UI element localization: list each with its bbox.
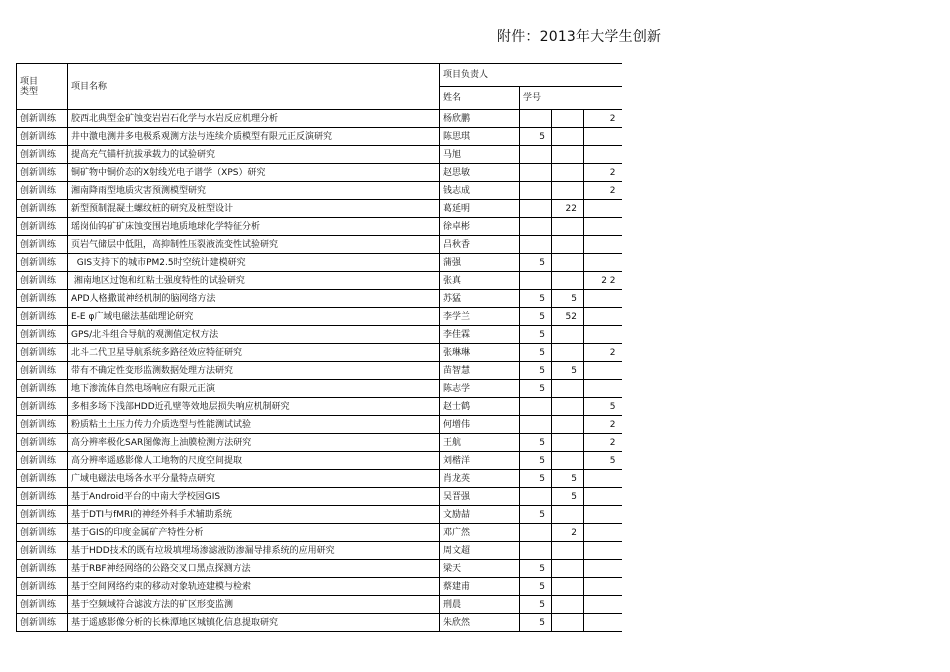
project-type-cell: 创新训练 <box>17 560 68 578</box>
leader-name-cell: 赵思敏 <box>440 164 520 182</box>
project-type-cell: 创新训练 <box>17 506 68 524</box>
project-type-cell: 创新训练 <box>17 488 68 506</box>
header-leader-label: 项目负责人 <box>443 70 489 80</box>
leader-name-cell: 蒲强 <box>440 254 520 272</box>
table-row <box>17 236 622 254</box>
project-name-cell: 北斗二代卫星导航系统多路径效应特征研究 <box>68 344 440 362</box>
table-row <box>17 380 622 398</box>
student-id-cell: 2 <box>584 110 622 128</box>
student-id-cell: 2 <box>584 164 622 182</box>
student-id-cell <box>552 380 584 398</box>
table-row <box>17 110 622 128</box>
table-row <box>17 272 622 290</box>
table-row <box>17 470 622 488</box>
student-id-cell <box>552 326 584 344</box>
header-leader <box>440 64 622 87</box>
leader-name-cell: 李学兰 <box>440 308 520 326</box>
student-id-cell: 5 <box>552 362 584 380</box>
leader-name-cell: 李佳霖 <box>440 326 520 344</box>
student-id-cell <box>584 146 622 164</box>
project-name-cell: 湘南地区过饱和红粘土强度特性的试验研究 <box>68 272 440 290</box>
project-type-cell: 创新训练 <box>17 254 68 272</box>
student-id-cell <box>584 470 622 488</box>
student-id-cell <box>552 506 584 524</box>
table-row <box>17 488 622 506</box>
student-id-cell: 5 <box>520 470 552 488</box>
project-name-cell: 基于Android平台的中南大学校园GIS <box>68 488 440 506</box>
project-type-cell: 创新训练 <box>17 164 68 182</box>
header-type <box>17 64 68 110</box>
project-type-cell: 创新训练 <box>17 596 68 614</box>
leader-name-cell: 葛延明 <box>440 200 520 218</box>
project-type-cell: 创新训练 <box>17 218 68 236</box>
student-id-cell: 5 <box>584 452 622 470</box>
project-name-cell: 基于DTI与fMRI的神经外科手术辅助系统 <box>68 506 440 524</box>
project-name-cell: 基于RBF神经网络的公路交叉口黑点探测方法 <box>68 560 440 578</box>
leader-name-cell: 朱欣然 <box>440 614 520 632</box>
project-table <box>16 63 622 632</box>
project-type-cell: 创新训练 <box>17 452 68 470</box>
project-type-cell: 创新训练 <box>17 614 68 632</box>
table-row <box>17 344 622 362</box>
leader-name-cell: 陈思琪 <box>440 128 520 146</box>
project-name-cell: GPS/北斗组合导航的观测值定权方法 <box>68 326 440 344</box>
table-row <box>17 128 622 146</box>
student-id-cell: 2 <box>552 524 584 542</box>
leader-name-cell: 梁天 <box>440 560 520 578</box>
student-id-cell <box>584 506 622 524</box>
project-type-cell: 创新训练 <box>17 398 68 416</box>
student-id-cell <box>552 542 584 560</box>
student-id-cell <box>552 218 584 236</box>
student-id-cell: 5 <box>520 380 552 398</box>
leader-name-cell: 刑晨 <box>440 596 520 614</box>
student-id-cell <box>552 128 584 146</box>
student-id-cell <box>520 488 552 506</box>
student-id-cell <box>584 218 622 236</box>
table-row <box>17 524 622 542</box>
student-id-cell <box>552 578 584 596</box>
project-name-cell: E-E φ广域电磁法基础理论研究 <box>68 308 440 326</box>
student-id-cell <box>552 254 584 272</box>
project-type-cell: 创新训练 <box>17 434 68 452</box>
project-type-cell: 创新训练 <box>17 578 68 596</box>
student-id-cell <box>584 200 622 218</box>
table-row <box>17 416 622 434</box>
table-row <box>17 254 622 272</box>
table-row <box>17 398 622 416</box>
project-name-cell: 基于空间网络约束的移动对象轨迹建模与检索 <box>68 578 440 596</box>
student-id-cell <box>552 236 584 254</box>
student-id-cell: 2 <box>584 344 622 362</box>
table-row <box>17 218 622 236</box>
project-name-cell: 高分辨率遥感影像人工地物的尺度空间提取 <box>68 452 440 470</box>
student-id-cell: 5 <box>520 614 552 632</box>
student-id-cell <box>520 236 552 254</box>
student-id-cell <box>584 308 622 326</box>
leader-name-cell: 陈志学 <box>440 380 520 398</box>
student-id-cell: 5 <box>520 308 552 326</box>
student-id-cell: 5 <box>552 470 584 488</box>
leader-name-cell: 肖龙英 <box>440 470 520 488</box>
student-id-cell <box>552 272 584 290</box>
leader-name-cell: 何增伟 <box>440 416 520 434</box>
table-row <box>17 308 622 326</box>
leader-name-cell: 周文超 <box>440 542 520 560</box>
leader-name-cell: 苏猛 <box>440 290 520 308</box>
student-id-cell <box>584 362 622 380</box>
leader-name-cell: 杨欣鹏 <box>440 110 520 128</box>
table-row <box>17 578 622 596</box>
table-row <box>17 164 622 182</box>
student-id-cell: 52 <box>552 308 584 326</box>
student-id-cell: 2 2 <box>584 272 622 290</box>
student-id-cell <box>520 182 552 200</box>
student-id-cell <box>552 560 584 578</box>
student-id-cell <box>584 326 622 344</box>
project-type-cell: 创新训练 <box>17 200 68 218</box>
project-name-cell: 地下渗流体自然电场响应有限元正演 <box>68 380 440 398</box>
student-id-cell: 5 <box>520 596 552 614</box>
leader-name-cell: 赵士鹤 <box>440 398 520 416</box>
project-name-cell: GIS支持下的城市PM2.5时空统计建模研究 <box>68 254 440 272</box>
project-type-cell: 创新训练 <box>17 182 68 200</box>
project-name-cell: 井中激电测井多电极系观测方法与连续介质模型有限元正反演研究 <box>68 128 440 146</box>
project-name-cell: 高分辨率极化SAR图像海上油膜检测方法研究 <box>68 434 440 452</box>
student-id-cell <box>552 164 584 182</box>
leader-name-cell: 钱志成 <box>440 182 520 200</box>
student-id-cell <box>520 110 552 128</box>
student-id-cell: 5 <box>520 128 552 146</box>
table-row <box>17 290 622 308</box>
student-id-cell: 5 <box>520 344 552 362</box>
header-name-label: 项目名称 <box>71 81 108 92</box>
leader-name-cell: 文励喆 <box>440 506 520 524</box>
student-id-cell <box>520 398 552 416</box>
table-row <box>17 362 622 380</box>
student-id-cell <box>584 560 622 578</box>
student-id-cell: 2 <box>584 434 622 452</box>
project-type-cell: 创新训练 <box>17 362 68 380</box>
student-id-cell <box>584 542 622 560</box>
project-name-cell: 新型预制混凝土螺纹桩的研究及桩型设计 <box>68 200 440 218</box>
table-body <box>17 64 622 632</box>
project-name-cell: 铜矿物中铜价态的X射线光电子谱学（XPS）研究 <box>68 164 440 182</box>
project-type-cell: 创新训练 <box>17 416 68 434</box>
table-row <box>17 506 622 524</box>
project-name-cell: 胶西北典型金矿蚀变岩岩石化学与水岩反应机理分析 <box>68 110 440 128</box>
header-row <box>17 64 622 87</box>
project-name-cell: 带有不确定性变形监测数据处理方法研究 <box>68 362 440 380</box>
leader-name-cell: 张真 <box>440 272 520 290</box>
leader-name-cell: 马旭 <box>440 146 520 164</box>
table-row <box>17 542 622 560</box>
leader-name-cell: 蔡建甫 <box>440 578 520 596</box>
student-id-cell: 5 <box>520 290 552 308</box>
project-type-cell: 创新训练 <box>17 326 68 344</box>
student-id-cell: 5 <box>520 326 552 344</box>
project-name-cell: 基于GIS的印度金属矿产特性分析 <box>68 524 440 542</box>
student-id-cell: 5 <box>520 254 552 272</box>
student-id-cell <box>584 290 622 308</box>
project-type-cell: 创新训练 <box>17 236 68 254</box>
header-leader-name-label: 姓名 <box>443 93 462 103</box>
project-name-cell: 多相多场下浅部HDD近孔壁等效地层损失响应机制研究 <box>68 398 440 416</box>
leader-name-cell: 吴晋强 <box>440 488 520 506</box>
student-id-cell <box>552 182 584 200</box>
student-id-cell <box>584 578 622 596</box>
table-row <box>17 182 622 200</box>
student-id-cell: 22 <box>552 200 584 218</box>
table-row <box>17 434 622 452</box>
table-row <box>17 146 622 164</box>
student-id-cell: 2 <box>584 182 622 200</box>
project-name-cell: 提高充气锚杆抗拔承载力的试验研究 <box>68 146 440 164</box>
table-row <box>17 596 622 614</box>
project-name-cell: 瑶岗仙钨矿矿床蚀变围岩地质地球化学特征分析 <box>68 218 440 236</box>
student-id-cell <box>584 596 622 614</box>
student-id-cell <box>584 128 622 146</box>
student-id-cell <box>584 380 622 398</box>
leader-name-cell: 吕秋香 <box>440 236 520 254</box>
student-id-cell: 5 <box>584 398 622 416</box>
project-type-cell: 创新训练 <box>17 272 68 290</box>
student-id-cell: 5 <box>520 362 552 380</box>
student-id-cell: 5 <box>520 506 552 524</box>
student-id-cell <box>552 434 584 452</box>
student-id-cell <box>520 218 552 236</box>
project-name-cell: 广域电磁法电场各水平分量特点研究 <box>68 470 440 488</box>
project-name-cell: 基于遥感影像分析的长株潭地区城镇化信息提取研究 <box>68 614 440 632</box>
student-id-cell <box>520 524 552 542</box>
table-row <box>17 326 622 344</box>
project-type-cell: 创新训练 <box>17 524 68 542</box>
header-name <box>68 64 440 110</box>
student-id-cell <box>520 416 552 434</box>
project-name-cell: 基于HDD技术的既有垃圾填埋场渗滤液防渗漏导排系统的应用研究 <box>68 542 440 560</box>
leader-name-cell: 王航 <box>440 434 520 452</box>
project-type-cell: 创新训练 <box>17 146 68 164</box>
student-id-cell <box>552 416 584 434</box>
project-type-cell: 创新训练 <box>17 110 68 128</box>
table-row <box>17 200 622 218</box>
header-student-id <box>520 87 622 110</box>
project-type-cell: 创新训练 <box>17 470 68 488</box>
student-id-cell <box>520 164 552 182</box>
student-id-cell: 5 <box>520 560 552 578</box>
project-type-cell: 创新训练 <box>17 542 68 560</box>
leader-name-cell: 徐卓彬 <box>440 218 520 236</box>
leader-name-cell: 邓广然 <box>440 524 520 542</box>
table-row <box>17 614 622 632</box>
student-id-cell <box>552 146 584 164</box>
project-name-cell: 湘南降雨型地质灾害预测模型研究 <box>68 182 440 200</box>
student-id-cell <box>520 200 552 218</box>
student-id-cell <box>552 398 584 416</box>
student-id-cell <box>584 254 622 272</box>
student-id-cell <box>584 614 622 632</box>
leader-name-cell: 刘楷洋 <box>440 452 520 470</box>
project-type-cell: 创新训练 <box>17 290 68 308</box>
student-id-cell <box>520 146 552 164</box>
table-row <box>17 452 622 470</box>
leader-name-cell: 张琳琳 <box>440 344 520 362</box>
project-name-cell: 页岩气储层中低阻，高抑制性压裂液流变性试验研究 <box>68 236 440 254</box>
student-id-cell <box>552 110 584 128</box>
project-type-cell: 创新训练 <box>17 308 68 326</box>
project-name-cell: 粉质粘土土压力传力介质选型与性能测试试验 <box>68 416 440 434</box>
table-row <box>17 560 622 578</box>
project-type-cell: 创新训练 <box>17 380 68 398</box>
student-id-cell <box>584 524 622 542</box>
student-id-cell <box>552 344 584 362</box>
student-id-cell: 5 <box>552 290 584 308</box>
header-student-id-label: 学号 <box>523 93 542 103</box>
header-leader-name <box>440 87 520 110</box>
project-name-cell: APD人格撒谎神经机制的脑网络方法 <box>68 290 440 308</box>
student-id-cell <box>584 488 622 506</box>
student-id-cell <box>584 236 622 254</box>
student-id-cell <box>552 596 584 614</box>
student-id-cell: 5 <box>520 452 552 470</box>
student-id-cell <box>552 614 584 632</box>
leader-name-cell: 苗智慧 <box>440 362 520 380</box>
page-title: 附件：2013年大学生创新 <box>497 29 662 45</box>
project-type-cell: 创新训练 <box>17 128 68 146</box>
project-name-cell: 基于空频域符合滤波方法的矿区形变监测 <box>68 596 440 614</box>
student-id-cell: 2 <box>584 416 622 434</box>
project-type-cell: 创新训练 <box>17 344 68 362</box>
header-type-label: 项目 类型 <box>20 76 39 97</box>
student-id-cell: 5 <box>552 488 584 506</box>
student-id-cell <box>520 542 552 560</box>
student-id-cell: 5 <box>520 578 552 596</box>
student-id-cell <box>520 272 552 290</box>
student-id-cell: 5 <box>520 434 552 452</box>
student-id-cell <box>552 452 584 470</box>
